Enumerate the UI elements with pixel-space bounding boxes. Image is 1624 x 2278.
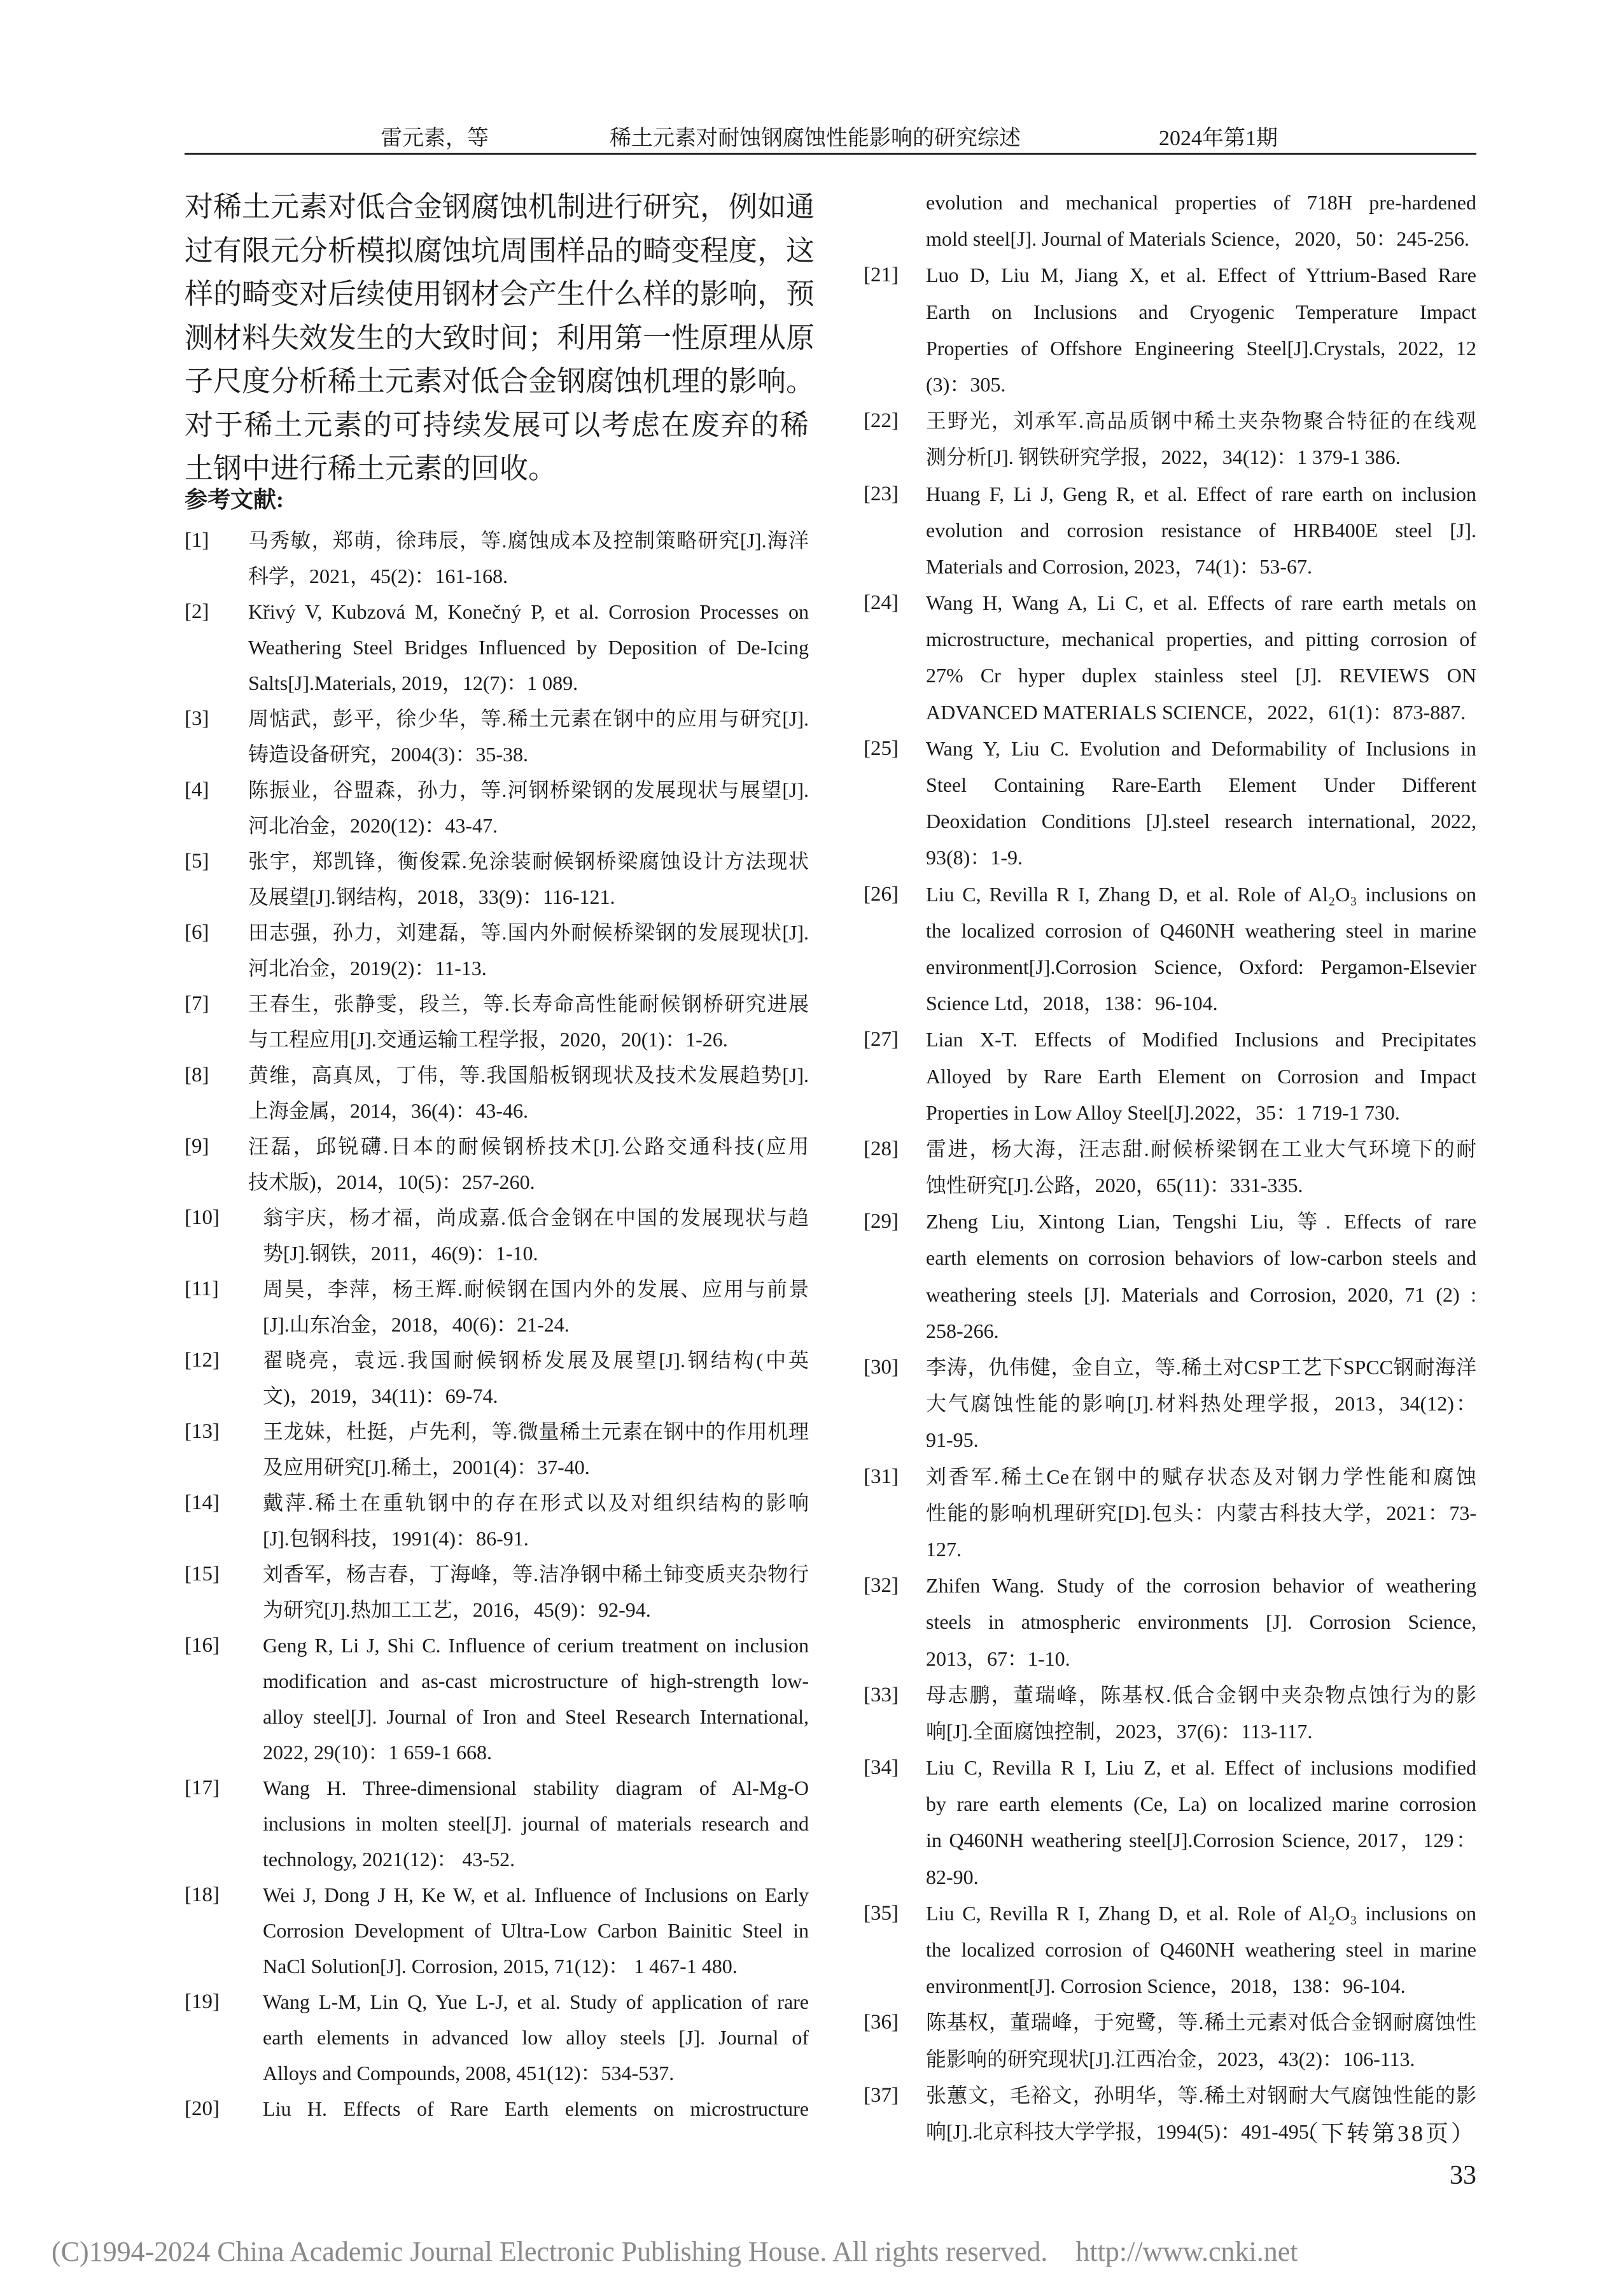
reference-number: [23]: [864, 482, 899, 505]
reference-line: Luo D, Liu M, Jiang X, et al. Effect of Yttrium-Based Rare: [926, 264, 1476, 287]
reference-item: [185, 843, 809, 915]
reference-line: 2022, 29(10)：1 659-1 668.: [263, 1741, 492, 1764]
reference-line: 王龙妹，杜挺，卢先利，等.微量稀土元素在钢中的作用机理: [263, 1420, 809, 1443]
reference-line: the localized corrosion of Q460NH weathering steel in marine: [926, 1938, 1476, 1961]
reference-line: Liu C, Revilla R I, Zhang D, et al. Role of Al₂O₃ inclusions on: [926, 882, 1476, 906]
reference-line: 性能的影响机理研究[D].包头：内蒙古科技大学，2021：73-: [926, 1501, 1476, 1524]
reference-line: 258-266.: [926, 1319, 999, 1342]
reference-line: 大气腐蚀性能的影响[J].材料热处理学报，2013，34(12)：: [926, 1392, 1476, 1416]
copyright-footer: (C)1994-2024 China Academic Journal Electronic Publishing House. All rights reserved. http://www.cnki.net: [52, 2236, 1298, 2267]
reference-line: Wang H. Three-dimensional stability diagram of Al-Mg-O: [263, 1776, 809, 1799]
reference-item: [864, 1677, 1476, 1750]
reference-item: [185, 1057, 809, 1128]
header-rule: [185, 153, 1476, 155]
reference-line: Wei J, Dong J H, Ke W, et al. Influence of Inclusions on Early: [263, 1883, 809, 1906]
reference-line: 技术版)，2014，10(5)：257-260.: [248, 1171, 535, 1193]
reference-line: technology, 2021(12)： 43-52.: [263, 1848, 515, 1871]
reference-line: [J].山东冶金，2018，40(6)：21-24.: [263, 1313, 570, 1336]
reference-line: 科学，2021，45(2)：161-168.: [248, 565, 508, 587]
reference-item: [185, 2091, 809, 2127]
reference-line: 蚀性研究[J].公路，2020，65(11)：331-335.: [926, 1174, 1303, 1197]
reference-line: environment[J].Corrosion Science, Oxford: Pergamon-Elsevier: [926, 955, 1476, 978]
reference-item: [864, 2004, 1476, 2077]
reference-line: Zhifen Wang. Study of the corrosion behavior of weathering: [926, 1574, 1476, 1598]
reference-line: earth elements in advanced low alloy steels [J]. Journal of: [263, 2026, 809, 2049]
reference-item: [185, 1984, 809, 2091]
reference-line: Deoxidation Conditions [J].steel research international, 2022,: [926, 810, 1476, 833]
reference-item: [864, 1568, 1476, 1677]
reference-item: [185, 1770, 809, 1877]
reference-item: [185, 594, 809, 701]
reference-line: 河北冶金，2019(2)：11-13.: [248, 957, 487, 980]
reference-number: [2]: [185, 600, 209, 623]
reference-line: 雷进，杨大海，汪志甜.耐候桥梁钢在工业大气环境下的耐: [926, 1137, 1476, 1160]
reference-line: 张蕙文，毛裕文，孙明华，等.稀土对钢耐大气腐蚀性能的影: [926, 2083, 1476, 2107]
reference-item: [185, 523, 809, 594]
reference-number: [34]: [864, 1756, 899, 1780]
reference-line: weathering steels [J]. Materials and Corrosion, 2020, 71 (2) :: [926, 1283, 1476, 1306]
reference-line: 王春生，张静雯，段兰，等.长寿命高性能耐候钢桥研究进展: [248, 992, 809, 1015]
reference-line: ADVANCED MATERIALS SCIENCE，2022，61(1)：873-887.: [926, 700, 1466, 724]
reference-item: [864, 1895, 1476, 2005]
reference-line: 黄维，高真凤，丁伟，等.我国船板钢现状及技术发展趋势[J].: [248, 1064, 809, 1086]
reference-number: [3]: [185, 707, 209, 730]
reference-line: 82-90.: [926, 1865, 979, 1888]
reference-number: [1]: [185, 529, 209, 552]
reference-line: alloy steel[J]. Journal of Iron and Steel Research International,: [263, 1705, 809, 1728]
reference-item: [864, 731, 1476, 876]
reference-line: Properties in Low Alloy Steel[J].2022，35：1 719-1 730.: [926, 1100, 1400, 1124]
reference-line: 汪磊，邱锐礴.日本的耐候钢桥技术[J].公路交通科技(应用: [248, 1135, 809, 1158]
reference-line: Liu C, Revilla R I, Zhang D, et al. Role of Al₂O₃ inclusions on: [926, 1901, 1476, 1925]
reference-line: Science Ltd，2018，138：96-104.: [926, 992, 1218, 1015]
reference-item: [185, 772, 809, 843]
reference-line: 母志鹏，董瑞峰，陈基权.低合金钢中夹杂物点蚀行为的影: [926, 1683, 1476, 1706]
reference-line: mold steel[J]. Journal of Materials Science，2020，50：245-256.: [926, 227, 1470, 251]
reference-item: [864, 403, 1476, 475]
reference-line: 与工程应用[J].交通运输工程学报，2020，20(1)：1-26.: [248, 1028, 728, 1051]
reference-number: [19]: [185, 1990, 220, 2013]
reference-item: [185, 1271, 809, 1342]
reference-line: Alloyed by Rare Earth Element on Corrosion and Impact: [926, 1064, 1476, 1088]
reference-line: 及展望[J].钢结构，2018，33(9)：116-121.: [248, 885, 615, 908]
reference-line: Alloys and Compounds, 2008, 451(12)：534-537.: [263, 2062, 675, 2085]
reference-line: 测分析[J]. 钢铁研究学报，2022，34(12)：1 379-1 386.: [926, 446, 1401, 469]
reference-item: [185, 986, 809, 1057]
reference-number: [27]: [864, 1028, 899, 1051]
reference-line: 周惦武，彭平，徐少华，等.稀土元素在钢中的应用与研究[J].: [248, 707, 809, 730]
body-line: 土钢中进行稀土元素的回收。: [185, 453, 557, 484]
reference-line: Lian X-T. Effects of Modified Inclusions and Precipitates: [926, 1028, 1476, 1051]
reference-item: [185, 701, 809, 772]
reference-line: Earth on Inclusions and Cryogenic Temperature Impact: [926, 300, 1476, 323]
reference-line: 势[J].钢铁，2011，46(9)：1-10.: [263, 1242, 538, 1265]
reference-item: [864, 1204, 1476, 1349]
reference-line: microstructure, mechanical properties, and pitting corrosion of: [926, 628, 1476, 651]
running-header-title: 稀土元素对耐蚀钢腐蚀性能影响的研究综述: [610, 127, 1021, 150]
reference-line: 张宇，郑凯锋，衡俊霖.免涂装耐候钢桥梁腐蚀设计方法现状: [248, 850, 809, 873]
running-header-author: 雷元素，等: [381, 127, 489, 150]
running-header-issue: 2024年第1期: [1159, 127, 1278, 150]
reference-line: in Q460NH weathering steel[J].Corrosion Science, 2017，129：: [926, 1829, 1476, 1852]
reference-item: [864, 1750, 1476, 1895]
references-right-column: [864, 185, 1476, 2150]
reference-line: Huang F, Li J, Geng R, et al. Effect of rare earth on inclusion: [926, 482, 1476, 505]
reference-item: [864, 257, 1476, 403]
body-line: 测材料失效发生的大致时间；利用第一性原理从原: [185, 321, 815, 354]
reference-item: [185, 1628, 809, 1770]
reference-number: [16]: [185, 1634, 220, 1657]
reference-number: [25]: [864, 736, 899, 760]
reference-line: 李涛，仇伟健，金自立，等.稀土对CSP工艺下SPCC钢耐海洋: [926, 1356, 1476, 1379]
reference-item: [185, 1556, 809, 1628]
reference-number: [21]: [864, 264, 899, 287]
reference-line: 陈振业，谷盟森，孙力，等.河钢桥梁钢的发展现状与展望[J].: [248, 778, 809, 801]
reference-line: 周昊，李萍，杨王辉.耐候钢在国内外的发展、应用与前景: [263, 1277, 809, 1300]
reference-number: [32]: [864, 1574, 899, 1598]
reference-line: 能影响的研究现状[J].江西冶金，2023，43(2)：106-113.: [926, 2047, 1415, 2071]
reference-number: [20]: [185, 2097, 220, 2120]
reference-item: [864, 1349, 1476, 1459]
reference-number: [6]: [185, 921, 209, 944]
reference-item: [864, 185, 1476, 257]
body-line: 对稀土元素对低合金钢腐蚀机制进行研究，例如通: [185, 191, 815, 223]
reference-line: 翁宇庆，杨才福，尚成嘉.低合金钢在中国的发展现状与趋: [263, 1206, 809, 1229]
reference-line: Salts[J].Materials, 2019，12(7)：1 089.: [248, 671, 578, 694]
reference-line: 上海金属，2014，36(4)：43-46.: [248, 1099, 528, 1122]
reference-line: 王野光，刘承军.高品质钢中稀土夹杂物聚合特征的在线观: [926, 409, 1476, 433]
reference-number: [15]: [185, 1563, 220, 1585]
reference-number: [14]: [185, 1491, 220, 1514]
reference-line: 文)，2019，34(11)：69-74.: [263, 1384, 498, 1407]
reference-line: 翟晓亮，袁远.我国耐候钢桥发展及展望[J].钢结构(中英: [263, 1349, 809, 1372]
reference-item: [185, 1128, 809, 1200]
references-left-column: [185, 523, 809, 2127]
reference-line: Materials and Corrosion, 2023，74(1)：53-67.: [926, 554, 1313, 578]
reference-number: [7]: [185, 992, 209, 1015]
reference-item: [185, 1200, 809, 1271]
reference-item: [185, 1877, 809, 1984]
reference-number: [30]: [864, 1356, 899, 1379]
reference-number: [4]: [185, 778, 209, 801]
reference-number: [35]: [864, 1901, 899, 1925]
reference-number: [37]: [864, 2083, 899, 2107]
reference-line: the localized corrosion of Q460NH weathering steel in marine: [926, 918, 1476, 942]
reference-line: Křivý V, Kubzová M, Konečný P, et al. Corrosion Processes on: [248, 600, 809, 623]
reference-line: Wang H, Wang A, Li C, et al. Effects of rare earth metals on: [926, 591, 1476, 615]
reference-item: [185, 1485, 809, 1556]
reference-line: by rare earth elements (Ce, La) on localized marine corrosion: [926, 1792, 1476, 1816]
body-line: 对于稀土元素的可持续发展可以考虑在废弃的稀: [185, 409, 809, 441]
reference-line: (3)：305.: [926, 372, 1006, 396]
reference-line: Wang L-M, Lin Q, Yue L-J, et al. Study of application of rare: [263, 1990, 809, 2013]
reference-line: [J].包钢科技，1991(4)：86-91.: [263, 1527, 529, 1550]
reference-number: [33]: [864, 1683, 899, 1706]
reference-number: [9]: [185, 1135, 209, 1158]
reference-number: [13]: [185, 1420, 220, 1443]
reference-item: [864, 1131, 1476, 1204]
reference-line: Liu C, Revilla R I, Liu Z, et al. Effect of inclusions modified: [926, 1756, 1476, 1780]
body-line: 子尺度分析稀土元素对低合金钢腐蚀机理的影响。: [185, 365, 815, 397]
reference-item: [185, 1342, 809, 1414]
reference-line: 响[J].北京科技大学学报，1994(5)：491-495.: [926, 2120, 1314, 2143]
reference-line: Steel Containing Rare-Earth Element Under Different: [926, 773, 1476, 796]
body-text: [185, 185, 815, 491]
reference-line: 为研究[J].热加工工艺，2016，45(9)：92-94.: [263, 1598, 651, 1621]
reference-line: 河北冶金，2020(12)：43-47.: [248, 814, 498, 837]
references-heading: 参考文献:: [185, 487, 284, 512]
reference-line: Corrosion Development of Ultra-Low Carbon Bainitic Steel in: [263, 1919, 809, 1942]
reference-item: [864, 1459, 1476, 1568]
page-number: 33: [1450, 2161, 1476, 2190]
reference-line: 刘香军，杨吉春，丁海峰，等.洁净钢中稀土铈变质夹杂物行: [263, 1563, 809, 1585]
reference-line: evolution and mechanical properties of 718H pre-hardened: [926, 191, 1476, 214]
reference-number: [36]: [864, 2011, 899, 2034]
reference-line: 及应用研究[J].稀土，2001(4)：37-40.: [263, 1456, 590, 1479]
reference-line: 127.: [926, 1537, 962, 1561]
reference-number: [11]: [185, 1277, 219, 1300]
reference-line: Weathering Steel Bridges Influenced by Deposition of De-Icing: [248, 636, 809, 659]
reference-number: [29]: [864, 1210, 899, 1234]
reference-line: inclusions in molten steel[J]. journal of materials research and: [263, 1812, 809, 1835]
reference-number: [22]: [864, 409, 899, 433]
reference-line: 陈基权，董瑞峰，于宛鹭，等.稀土元素对低合金钢耐腐蚀性: [926, 2011, 1476, 2034]
reference-line: steels in atmospheric environments [J]. Corrosion Science,: [926, 1610, 1476, 1634]
reference-line: Geng R, Li J, Shi C. Influence of cerium treatment on inclusion: [263, 1634, 809, 1657]
reference-line: earth elements on corrosion behaviors of low-carbon steels and: [926, 1246, 1476, 1270]
reference-item: [185, 915, 809, 986]
reference-line: 2013，67：1-10.: [926, 1647, 1070, 1670]
reference-line: 马秀敏，郑萌，徐玮辰，等.腐蚀成本及控制策略研究[J].海洋: [248, 529, 809, 552]
reference-line: 27% Cr hyper duplex stainless steel [J]. REVIEWS ON: [926, 664, 1476, 687]
reference-line: Zheng Liu, Xintong Lian, Tengshi Liu, 等. Effects of rare: [926, 1210, 1476, 1234]
reference-number: [12]: [185, 1349, 220, 1372]
reference-line: 91-95.: [926, 1428, 979, 1452]
reference-line: environment[J]. Corrosion Science，2018，138：96-104.: [926, 1974, 1406, 1998]
reference-line: Liu H. Effects of Rare Earth elements on microstructure: [263, 2097, 809, 2120]
reference-number: [5]: [185, 850, 209, 873]
reference-number: [28]: [864, 1137, 899, 1160]
reference-line: 铸造设备研究，2004(3)：35-38.: [248, 743, 528, 766]
reference-item: [864, 1022, 1476, 1131]
reference-line: 田志强，孙力，刘建磊，等.国内外耐候桥梁钢的发展现状[J].: [248, 921, 809, 944]
reference-line: modification and as-cast microstructure of high-strength low-: [263, 1670, 809, 1692]
body-line: 过有限元分析模拟腐蚀坑周围样品的畸变程度，这: [185, 234, 815, 267]
reference-number: [24]: [864, 591, 899, 615]
reference-number: [10]: [185, 1206, 220, 1229]
reference-line: Wang Y, Liu C. Evolution and Deformability of Inclusions in: [926, 736, 1476, 760]
continued-note: （下转第38页）: [1295, 2121, 1476, 2146]
reference-line: NaCl Solution[J]. Corrosion, 2015, 71(12)： 1 467-1 480.: [263, 1955, 738, 1978]
reference-line: 刘香军.稀土Ce在钢中的赋存状态及对钢力学性能和腐蚀: [926, 1465, 1476, 1488]
reference-item: [185, 1414, 809, 1485]
reference-number: [17]: [185, 1776, 220, 1799]
body-line: 样的畸变对后续使用钢材会产生什么样的影响，预: [185, 278, 815, 310]
reference-item: [864, 876, 1476, 1022]
reference-line: 响[J].全面腐蚀控制，2023，37(6)：113-117.: [926, 1719, 1313, 1743]
reference-number: [26]: [864, 882, 899, 906]
reference-item: [864, 476, 1476, 586]
reference-line: evolution and corrosion resistance of HRB400E steel [J].: [926, 518, 1476, 542]
reference-line: 戴萍.稀土在重轨钢中的存在形式以及对组织结构的影响: [263, 1491, 809, 1514]
reference-number: [8]: [185, 1064, 209, 1086]
reference-line: 93(8)：1-9.: [926, 846, 1023, 869]
reference-number: [31]: [864, 1465, 899, 1488]
reference-line: Properties of Offshore Engineering Steel[J].Crystals, 2022, 12: [926, 336, 1476, 360]
reference-item: [864, 585, 1476, 731]
reference-number: [18]: [185, 1883, 220, 1906]
